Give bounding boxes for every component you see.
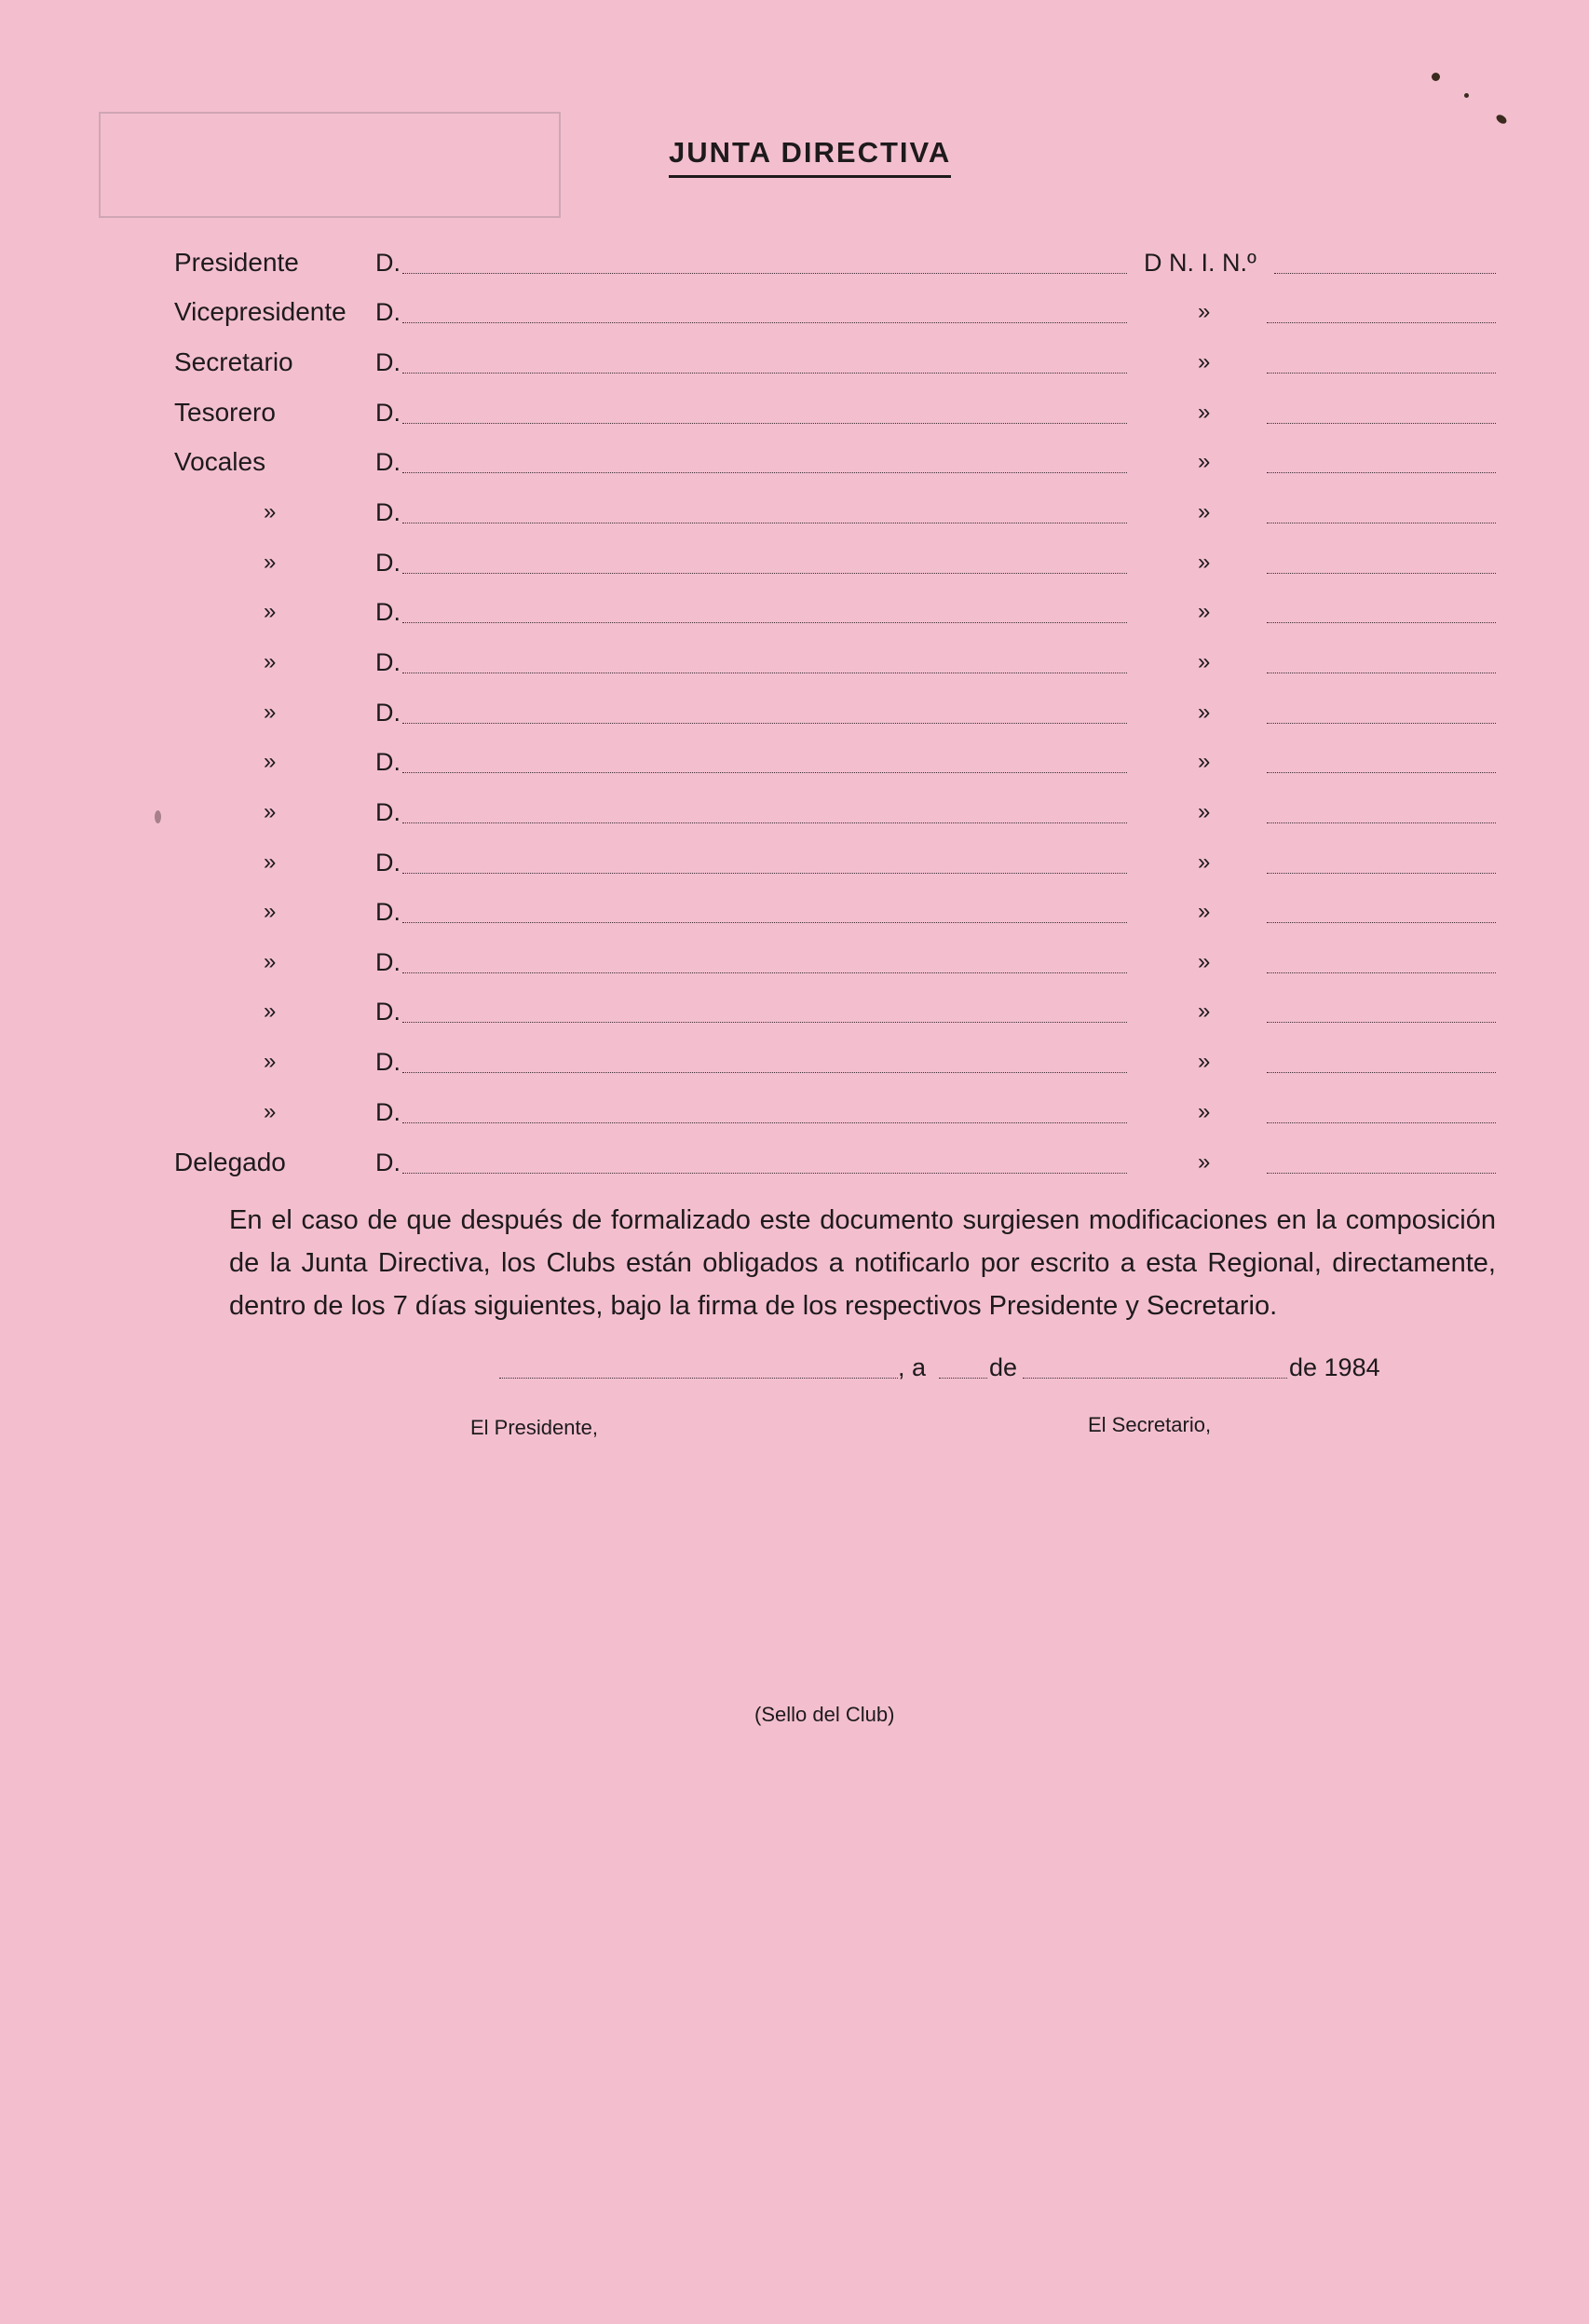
- dni-ditto-mark: »: [1198, 449, 1211, 474]
- dni-field[interactable]: [1267, 622, 1496, 623]
- place-field[interactable]: [499, 1378, 898, 1379]
- name-field[interactable]: [402, 822, 1127, 823]
- date-a-label: , a: [898, 1353, 927, 1381]
- dni-ditto-mark: »: [1198, 599, 1211, 624]
- date-de-label: de: [989, 1353, 1018, 1381]
- dni-field[interactable]: [1267, 1173, 1496, 1174]
- name-field[interactable]: [402, 922, 1127, 923]
- name-field[interactable]: [402, 1072, 1127, 1073]
- notice-paragraph: En el caso de que después de formalizado este documento surgiesen modificaciones en la composición de la Junta Directiva, los Clubs están obligados a notificarlo por escrito a esta Regional, directamente, dentro de los 7 días siguientes, bajo la firma de los respectivos Presidente y Secretario.: [229, 1205, 1496, 1321]
- dni-field[interactable]: [1267, 322, 1496, 323]
- officer-row: [0, 494, 1589, 531]
- officer-row: [0, 1043, 1589, 1080]
- officer-row: [0, 794, 1589, 831]
- officer-role-label: »: [264, 749, 277, 774]
- officer-row: [0, 743, 1589, 781]
- officer-role-label: Tesorero: [174, 398, 276, 427]
- dni-ditto-mark: »: [1198, 949, 1211, 974]
- officer-row: [0, 644, 1589, 681]
- dni-field[interactable]: [1274, 273, 1496, 274]
- name-prefix: D.: [375, 249, 401, 277]
- officer-row: [0, 1144, 1589, 1181]
- dni-field[interactable]: [1267, 1072, 1496, 1073]
- president-signature-label: El Presidente,: [470, 1416, 598, 1439]
- dni-ditto-mark: »: [1198, 499, 1211, 524]
- name-prefix: D.: [375, 399, 401, 427]
- officer-row: [0, 844, 1589, 881]
- officer-row: [0, 244, 1589, 281]
- name-prefix: D.: [375, 1048, 401, 1076]
- name-field[interactable]: [402, 772, 1127, 773]
- name-prefix: D.: [375, 298, 401, 326]
- club-seal-label: (Sello del Club): [754, 1703, 895, 1726]
- dni-ditto-mark: »: [1198, 999, 1211, 1024]
- dni-field[interactable]: [1267, 1022, 1496, 1023]
- name-prefix: D.: [375, 498, 401, 526]
- ghost-reverse-box: [99, 112, 561, 218]
- officer-row: [0, 944, 1589, 981]
- day-field[interactable]: [939, 1378, 987, 1379]
- name-field[interactable]: [402, 873, 1127, 874]
- name-field[interactable]: [402, 723, 1127, 724]
- officer-role-label: »: [264, 849, 277, 875]
- name-field[interactable]: [402, 373, 1127, 374]
- officer-role-label: »: [264, 550, 277, 575]
- officer-role-label: »: [264, 700, 277, 725]
- year-label: de 1984: [1289, 1353, 1380, 1381]
- dni-field[interactable]: [1267, 772, 1496, 773]
- officer-row: [0, 443, 1589, 481]
- officer-role-label: Vocales: [174, 447, 266, 476]
- officer-row: [0, 694, 1589, 731]
- dni-ditto-mark: »: [1198, 349, 1211, 374]
- officer-role-label: »: [264, 949, 277, 974]
- name-field[interactable]: [402, 1173, 1127, 1174]
- dni-field[interactable]: [1267, 472, 1496, 473]
- officer-row: [0, 544, 1589, 581]
- name-field[interactable]: [402, 322, 1127, 323]
- dni-label: D N. I. N.º: [1144, 249, 1256, 277]
- officer-row: [0, 993, 1589, 1030]
- name-prefix: D.: [375, 798, 401, 826]
- month-field[interactable]: [1023, 1378, 1287, 1379]
- name-prefix: D.: [375, 948, 401, 976]
- dni-ditto-mark: »: [1198, 550, 1211, 575]
- name-field[interactable]: [402, 622, 1127, 623]
- dni-ditto-mark: »: [1198, 749, 1211, 774]
- dni-field[interactable]: [1267, 822, 1496, 823]
- officer-role-label: »: [264, 1049, 277, 1074]
- dni-field[interactable]: [1267, 873, 1496, 874]
- officer-role-label: Presidente: [174, 248, 299, 277]
- name-field[interactable]: [402, 423, 1127, 424]
- officer-role-label: »: [264, 999, 277, 1024]
- name-prefix: D.: [375, 648, 401, 676]
- dni-ditto-mark: »: [1198, 1049, 1211, 1074]
- name-prefix: D.: [375, 348, 401, 376]
- name-field[interactable]: [402, 972, 1127, 973]
- dni-field[interactable]: [1267, 373, 1496, 374]
- name-field[interactable]: [402, 573, 1127, 574]
- name-prefix: D.: [375, 898, 401, 926]
- dni-ditto-mark: »: [1198, 1099, 1211, 1124]
- dni-ditto-mark: »: [1198, 700, 1211, 725]
- dni-field[interactable]: [1267, 423, 1496, 424]
- name-field[interactable]: [402, 1022, 1127, 1023]
- dni-field[interactable]: [1267, 972, 1496, 973]
- officer-role-label: Delegado: [174, 1148, 286, 1176]
- officer-row: [0, 293, 1589, 331]
- officer-role-label: Vicepresidente: [174, 297, 346, 326]
- dni-ditto-mark: »: [1198, 400, 1211, 425]
- page-title: JUNTA DIRECTIVA: [669, 136, 951, 178]
- dni-ditto-mark: »: [1198, 899, 1211, 924]
- dni-field[interactable]: [1267, 1122, 1496, 1123]
- name-field[interactable]: [402, 1122, 1127, 1123]
- name-prefix: D.: [375, 549, 401, 577]
- officer-row: [0, 394, 1589, 431]
- officer-role-label: Secretario: [174, 347, 293, 376]
- name-prefix: D.: [375, 1098, 401, 1126]
- ink-spot: [1464, 93, 1469, 98]
- name-prefix: D.: [375, 699, 401, 727]
- name-prefix: D.: [375, 998, 401, 1026]
- ink-spot: [1495, 113, 1508, 125]
- dni-ditto-mark: »: [1198, 649, 1211, 674]
- dni-field[interactable]: [1267, 723, 1496, 724]
- secretary-signature-label: El Secretario,: [1088, 1413, 1212, 1436]
- date-line: [0, 1349, 1589, 1386]
- name-prefix: D.: [375, 448, 401, 476]
- ink-spot: [1432, 73, 1440, 81]
- dni-ditto-mark: »: [1198, 1149, 1211, 1175]
- dni-field[interactable]: [1267, 922, 1496, 923]
- officer-row: [0, 593, 1589, 631]
- officer-role-label: »: [264, 649, 277, 674]
- officer-row: [0, 1094, 1589, 1131]
- officer-row: [0, 893, 1589, 931]
- dni-ditto-mark: »: [1198, 799, 1211, 824]
- dni-field[interactable]: [1267, 573, 1496, 574]
- officer-role-label: »: [264, 499, 277, 524]
- dni-ditto-mark: »: [1198, 849, 1211, 875]
- officer-role-label: »: [264, 1099, 277, 1124]
- name-prefix: D.: [375, 748, 401, 776]
- name-field[interactable]: [402, 472, 1127, 473]
- name-field[interactable]: [402, 273, 1127, 274]
- dni-ditto-mark: »: [1198, 299, 1211, 324]
- stain-mark: [155, 810, 161, 823]
- officer-row: [0, 344, 1589, 381]
- name-prefix: D.: [375, 849, 401, 877]
- name-prefix: D.: [375, 1148, 401, 1176]
- name-prefix: D.: [375, 598, 401, 626]
- officer-role-label: »: [264, 799, 277, 824]
- officer-role-label: »: [264, 599, 277, 624]
- officer-role-label: »: [264, 899, 277, 924]
